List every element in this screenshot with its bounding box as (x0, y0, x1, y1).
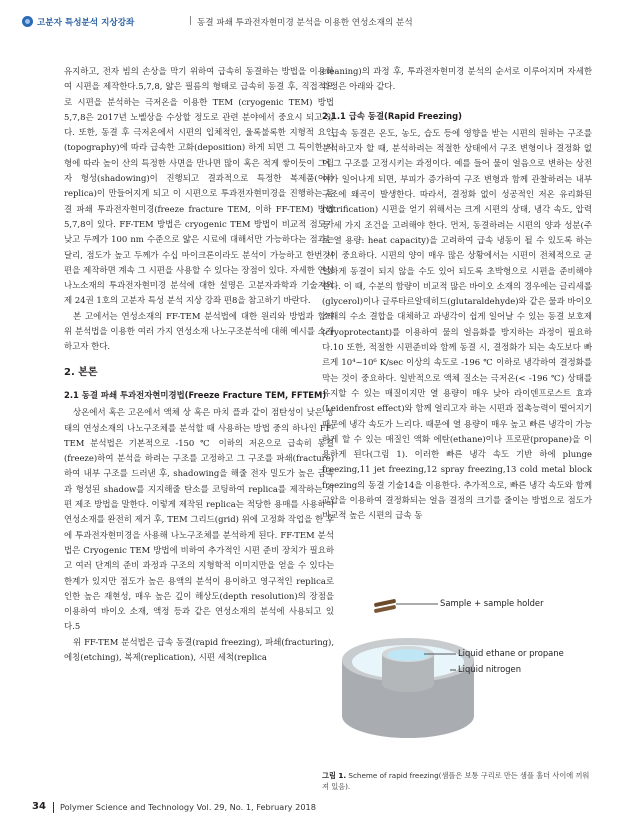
caption-label: 그림 1. (322, 771, 347, 780)
label-sample-holder: Sample + sample holder (440, 598, 544, 608)
journal-info: Polymer Science and Technology Vol. 29, No. 1, February 2018 (60, 802, 316, 812)
paragraph: 유지하고, 전자 빔의 손상을 막기 위하여 급속히 동결하는 방법을 이용하여 시편을 제작한다.5,7,8, 얇은 필름의 형태로 급속히 동결 후, 직접적으로 시편을 분석하는 극저온을 이용한 TEM (cryogenic TEM) 방법5,7,8은 2017년 노벨상을 수상할 정도로 관련 분야에서 중요시 되고 있다. 또한, 동결 후 극저온에서 시편의 입체적인, 울록불록한 지형적 요인(topography)에 따라 급속한 고화(deposition) 하게 되면 그 특이한 지형에 따라 높이 산의 특정한 사면을 만나면 많이 혹은 적게 쌓이듯이 그림자 형성(shadowing)이 진행되고 결과적으로 특정한 복제품(이하 replica)이 만들어지게 되고 이 시편으로 투과전자현미경을 진행하는 동결 파쇄 투과전자현미경(freeze fracture TEM, 이하 FF-TEM) 방법5,7,8이 있다. FF-TEM 방법은 cryogenic TEM 방법이 비교적 점도가 낮고 두께가 100 nm 수준으로 얇은 시료에 대해서만 가능하다는 점과는 달리, 점도가 높고 두께가 수십 마이크론이라도 분석이 가능하고 한번 시편을 제작하면 계속 그 시편을 사용할 수 있다는 장점이 있다. 자세한 연성나노소재의 투과전자현미경 분석에 대한 설명은 고분자과학과 기술지의 제 24권 1호의 고분자 특성 분석 지상 강좌 편8을 참고하기 바란다. (64, 66, 334, 306)
paragraph: cleaning)의 과정 후, 투과전자현미경 분석의 순서로 이루어지며 자세한 과정은 아래와 같다. (322, 66, 592, 92)
header-separator: | (189, 16, 192, 26)
subsection-title: 2.1.1 급속 동결(Rapid Freezing) (322, 110, 462, 121)
figure-caption (322, 771, 592, 792)
label-liquid-ethane: Liquid ethane or propane (458, 648, 564, 658)
freezing-scheme-illustration (322, 588, 592, 768)
subsection-title: 2.1 동결 파쇄 투과전자현미경법(Freeze Fracture TEM, FFTEM) (64, 389, 327, 400)
paragraph: 본 고에서는 연성소재의 FF-TEM 분석법에 대한 원리와 방법과 함께 위 분석법을 이용한 여러 가지 연성소재 나노구조분석에 대해 예시를 소개하고자 한다. (64, 310, 334, 352)
label-liquid-nitrogen: Liquid nitrogen (458, 664, 522, 674)
page-number: 34 (32, 801, 46, 812)
sample-holder-icon (374, 599, 396, 613)
paragraph: 급속 동결은 온도, 농도, 습도 등에 영향을 받는 시편의 원하는 구조를 분석하고자 할 때, 분석하려는 적절한 상태에서 구조 변형이나 결정화 없이 그 구조를 고정시키는 과정이다. 예를 들어 물이 얼음으로 변하는 상전이가 일어나게 되면, 부피가 증가하여 구조 변형과 함께 관찰하려는 내부 구조에 왜곡이 발생한다. 따라서, 결정화 없이 성공적인 저온 유리화된(vitrification) 시편을 얻기 위해서는 크게 시편의 상태, 냉각 속도, 압력 등 세 가지 조건을 고려해야 한다. 먼저, 동결하려는 시편의 양과 성분(주로 열 용량: heat capacity)을 고려하여 급속 냉동이 될 수 있도록 하는 것이 중요하다. 시편의 양이 매우 많은 상황에서는 시편이 전체적으로 균일하게 동결이 되지 않을 수도 있어 되도록 초박형으로 시편을 준비해야 한다. 이 때, 수분의 함량이 비교적 많은 바이오 소재의 경우에는 글리세롤(glycerol)이나 글루타르알데히드(glutaraldehyde)와 같은 물과 바이오 소재의 수소 결합을 대체하고 과냉각이 쉽게 일어날 수 있는 동결 보호제(cryoprotectant)를 이용하여 물의 얼음화를 방지하는 과정이 필요하다.10 또한, 적절한 시편준비와 함께 동결 시, 결정화가 되는 속도보다 빠르게 10⁴~10⁶ K/sec 이상의 속도로 -196 ℃ 이하로 냉각하여 결정화를 막는 것이 중요하다. 일반적으로 액체 질소는 극저온(< -196 ℃) 상태를 유지할 수 있는 매질이지만 열 용량이 매우 낮아 라이덴프로스트 효과(Leidenfrost effect)와 함께 얼리고자 하는 시편과 접촉능력이 떨어지기 때문에 냉각 속도가 느리다. 때문에 열 용량이 매우 높고 빠른 냉각이 가능하게 할 수 있는 매질인 액화 에탄(ethane)이나 프로판(propane)을 이용하게 된다(그림 1). 이러한 빠른 냉각 속도 기반 하에 plunge freezing,11 jet freezing,12 spray freezing,13 cold metal block freezing의 동결 기술14을 이용한다. 추가적으로, 빠른 냉각 속도와 함께 고압을 이용하여 결정화되는 얼음 결정의 크기를 줄이는 방법으로 점도가 비교적 높은 시편의 급속 동 (322, 127, 592, 521)
caption-text: Scheme of rapid freezing(샘플은 보통 구리로 만든 샘플 홀더 사이에 끼워져 있음). (322, 771, 590, 791)
footer-divider (53, 802, 54, 813)
paragraph: 위 FF-TEM 분석법은 급속 동결(rapid freezing), 파쇄(fracturing), 에칭(etching), 복제(replication), 시편 세척(replica (64, 636, 334, 662)
bullet-circle-icon (22, 16, 33, 27)
page-footer (22, 800, 602, 816)
left-column (64, 64, 334, 665)
liquid-ethane-surface (387, 649, 429, 661)
series-title: 고분자 특성분석 지상강좌 (37, 18, 135, 28)
figure-rapid-freezing (322, 588, 592, 768)
article-title: 동결 파쇄 투과전자현미경 분석을 이용한 연성소재의 분석 (197, 18, 413, 28)
paragraph: 상온에서 혹은 고온에서 액체 상 혹은 마치 플과 같이 점탄성이 낮은 상태의 연성소재의 나노구조체를 분석할 때 사용하는 방법 중의 하나인 FF-TEM 분석법은 기본적으로 -150 ℃ 이하의 저온으로 급속히 동결(freeze)하여 분석을 하려는 구조를 고정하고 그 구조를 파쇄(fracture)하여 내부 구조를 드러낸 후, shadowing을 해줄 전자 밀도가 높은 금속과 형성된 shadow를 지지해줄 탄소를 코팅하여 replica를 제작하는 시편 제조 방법을 말한다. 이렇게 제작된 replica는 적당한 용매를 사용하여 연성소재를 완전히 제거 후, TEM 그리드(grid) 위에 고정화 작업을 한 후에 투과전자현미경을 사용해 나노구조체를 분석하게 된다. FF-TEM 분석법은 Cryogenic TEM 방법에 비하여 추가적인 시편 준비 장치가 필요하고 여러 단계의 준비 과정과 구조의 지형학적 이미지만을 얻을 수 있다는 한계가 있지만 점도가 높은 용액의 분석이 용이하고 영구적인 replica로 인한 높은 재현성, 매우 높은 깊이 해상도(depth resolution)의 장점을 이용하여 바이오 소재, 액정 등과 같은 연성소재의 분석에 사용되고 있다.5 (64, 407, 334, 632)
right-column (322, 64, 592, 524)
section-title: 2. 본론 (64, 366, 98, 378)
running-header (22, 14, 602, 34)
